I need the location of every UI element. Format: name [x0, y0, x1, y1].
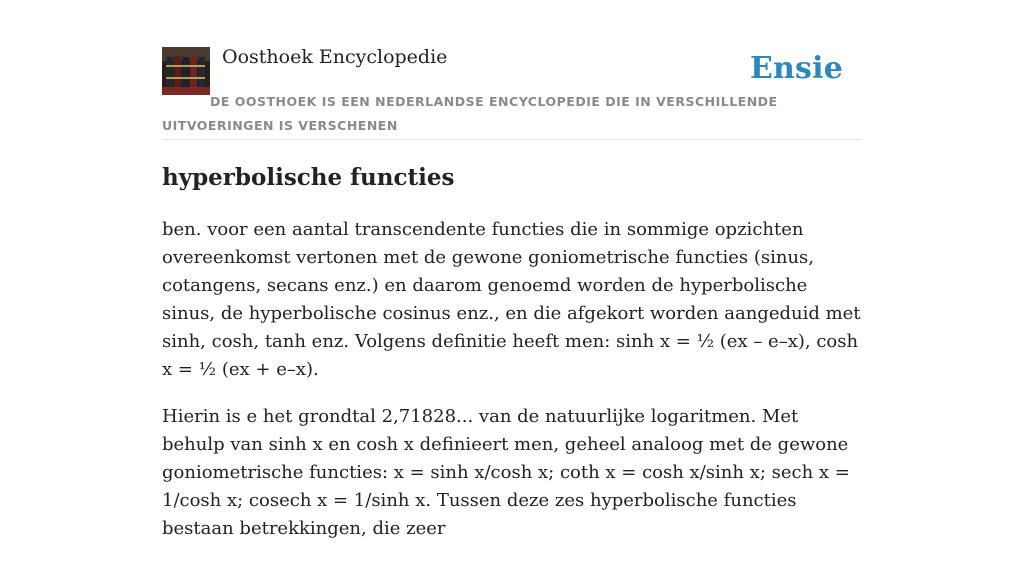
site-title[interactable]: Oosthoek Encyclopedie: [222, 46, 448, 68]
article-body: [162, 216, 862, 562]
article-paragraph: Hierin is e het grondtal 2,71828... van de natuurlijke logaritmen. Met behulp van sinh x en cosh x definieert men, geheel analoog met de gewone goniometrische functies: x = sinh x/cosh x; coth x = cosh x/sinh x; sech x = 1/cosh x; cosech x = 1/sinh x. Tussen deze zes hyperbolische functies bestaan betrekkingen, die zeer: [162, 406, 850, 539]
brand-logo[interactable]: Ensie: [749, 51, 843, 86]
encyclopedia-books-icon[interactable]: [162, 47, 210, 95]
page-title: hyperbolische functies: [162, 164, 455, 191]
site-header: [162, 0, 862, 140]
page-container: [162, 0, 862, 539]
site-tagline: DE OOSTHOEK IS EEN NEDERLANDSE ENCYCLOPEDIE DIE IN VERSCHILLENDE UITVOERINGEN IS VERSCHENEN: [162, 94, 778, 133]
article-paragraph: ben. voor een aantal transcendente functies die in sommige opzichten overeenkomst vertonen met de gewone goniometrische functies (sinus, cotangens, secans enz.) en daarom genoemd worden de hyperbolische sinus, de hyperbolische cosinus enz., en die afgekort worden aangeduid met sinh, cosh, tanh enz. Volgens definitie heeft men: sinh x = ½ (ex – e–x), cosh x = ½ (ex + e–x).: [162, 219, 861, 380]
